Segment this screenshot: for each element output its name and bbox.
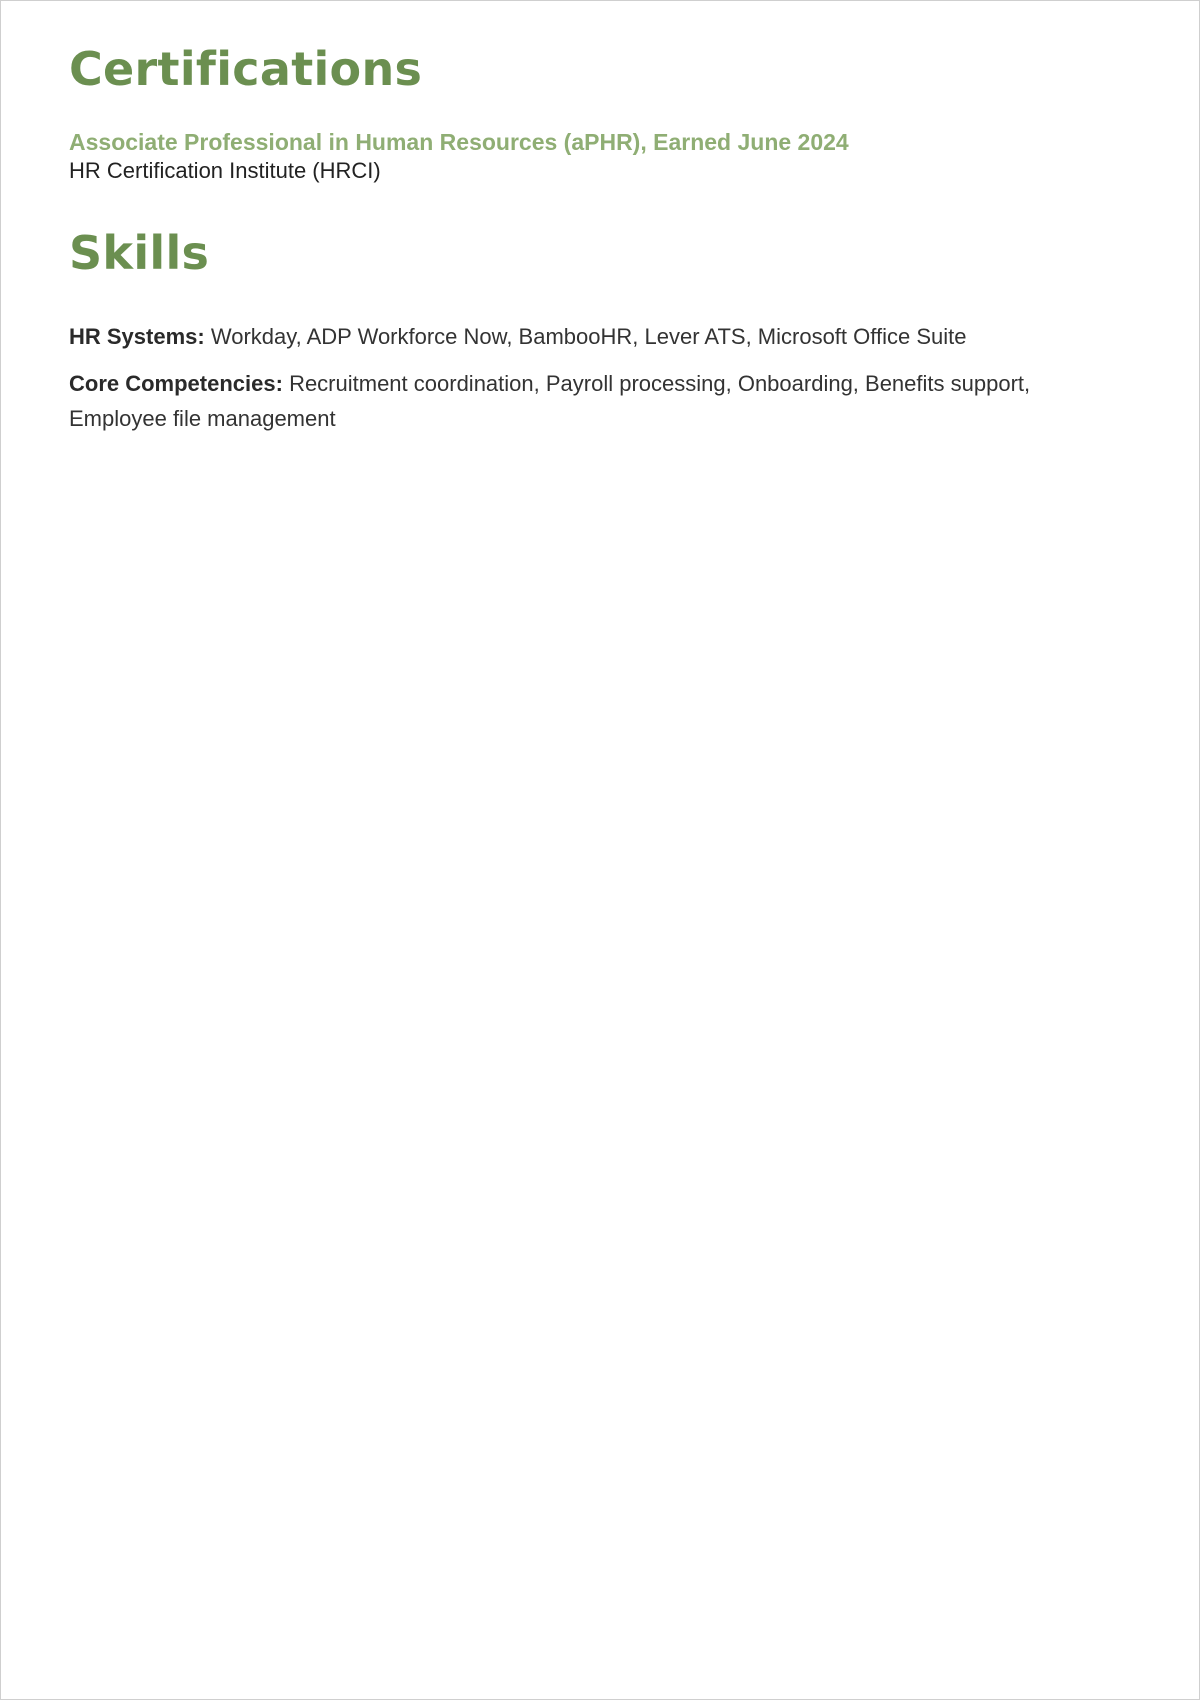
skill-label: Core Competencies: <box>69 371 290 396</box>
certifications-heading: Certifications <box>69 42 423 96</box>
skill-row-core-competencies <box>69 366 1069 436</box>
skill-value: Workday, ADP Workforce Now, BambooHR, Lever ATS, Microsoft Office Suite <box>210 324 967 349</box>
skills-heading: Skills <box>69 226 210 280</box>
certifications-section <box>69 37 1069 185</box>
skill-value: Recruitment coordination, Payroll processing, Onboarding, Benefits support, Employee file management <box>69 371 1031 431</box>
certification-name: Associate Professional in Human Resources (aPHR), Earned June 2024 <box>69 129 849 155</box>
skill-label: HR Systems: <box>69 324 211 349</box>
certification-item <box>69 127 1069 185</box>
skill-row-hr-systems <box>69 319 1069 354</box>
certification-issuer: HR Certification Institute (HRCI) <box>69 158 381 183</box>
skills-section <box>69 221 1069 436</box>
page-content <box>69 37 1069 436</box>
